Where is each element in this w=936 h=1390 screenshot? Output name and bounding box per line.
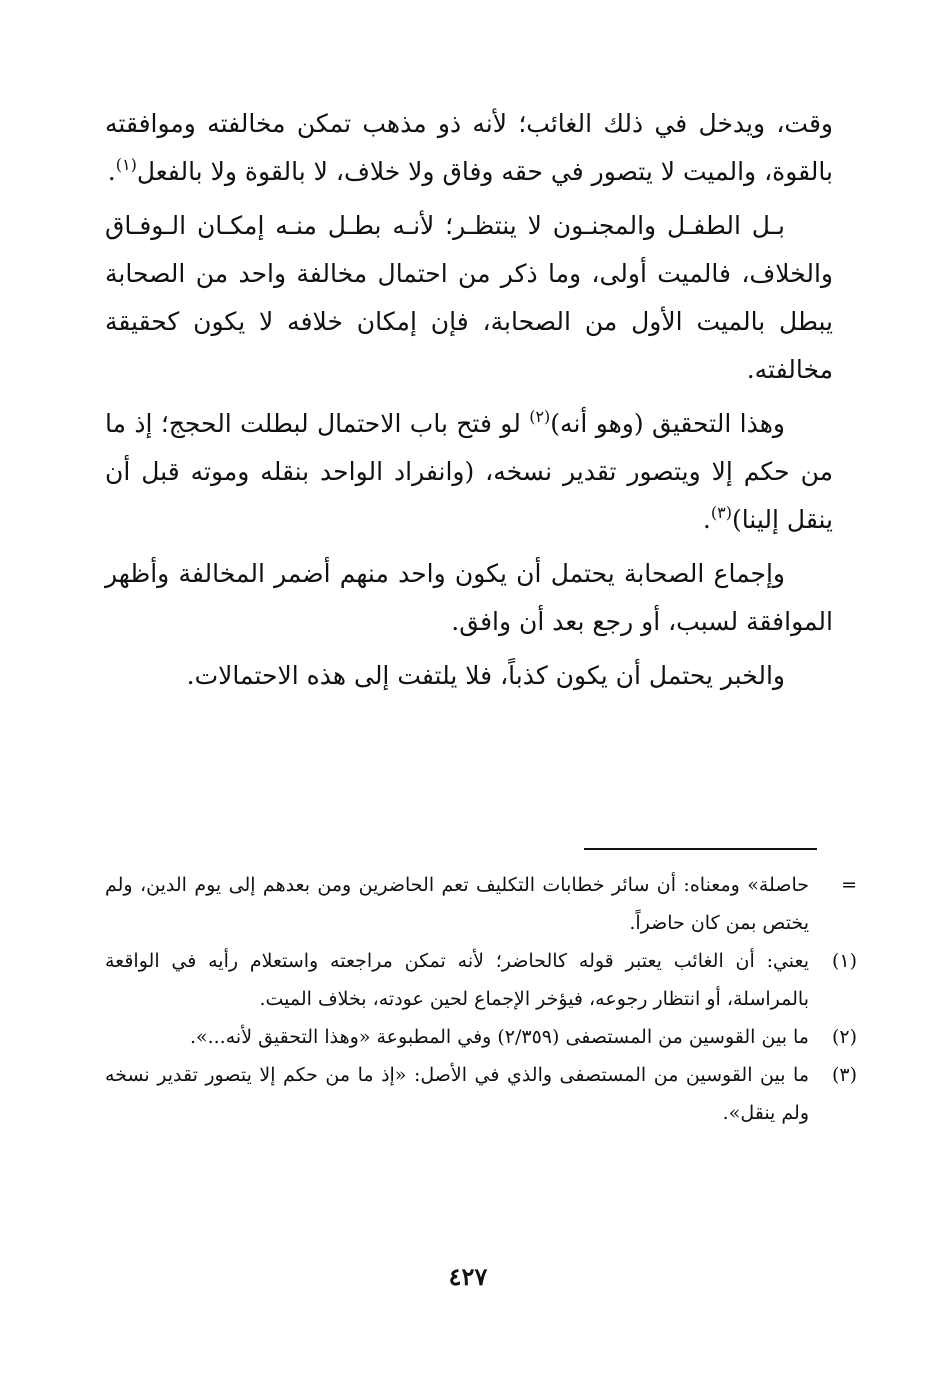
paragraph-4-text: وإجماع الصحابة يحتمل أن يكون واحد منهم أضمر المخالفة وأظهر الموافقة لسبب، أو رجع بعد أن وافق. bbox=[105, 559, 833, 636]
paragraph-1 bbox=[105, 100, 833, 196]
footnote-ref-2[interactable]: (٢) bbox=[529, 407, 551, 426]
main-text bbox=[105, 100, 833, 706]
paragraph-3-text: وهذا التحقيق (وهو أنه) bbox=[550, 409, 785, 438]
footnote-mark: (٣) bbox=[831, 1064, 857, 1086]
paragraph-2-text: بـل الطفـل والمجنـون لا ينتظـر؛ لأنـه بطـل منـه إمكـان الـوفـاق والخلاف، فالميت أولى، وما ذكر من احتمال مخالفة واحد من الصحابة يبطل بالميت الأول من الصحابة، فإن إمكان خلافه لا يكون كحقيقة مخالفته. bbox=[105, 211, 833, 384]
paragraph-5-text: والخبر يحتمل أن يكون كذباً، فلا يلتفت إلى هذه الاحتمالات. bbox=[186, 661, 785, 690]
footnote-text: حاصلة» ومعناه: أن سائر خطابات التكليف تعم الحاضرين ومن بعدهم إلى يوم الدين، ولم يختص بمن كان حاضراً. bbox=[105, 874, 809, 934]
footnote-text: ما بين القوسين من المستصفى والذي في الأصل: «إذ ما من حكم إلا يتصور تقدير نسخه ولم ينقل». bbox=[105, 1064, 809, 1124]
paragraph-3-middle: لو فتح باب الاحتمال لبطلت الحجج؛ إذ ما من حكم إلا ويتصور تقدير نسخه، (وانفراد الواحد بنقله وموته قبل أن ينقل إلينا) bbox=[105, 409, 833, 534]
paragraph-5 bbox=[105, 652, 833, 700]
footnote-ref-3[interactable]: (٣) bbox=[710, 503, 732, 522]
footnote-text: يعني: أن الغائب يعتبر قوله كالحاضر؛ لأنه تمكن مراجعته واستعلام رأيه في الواقعة بالمراسلة، أو انتظار رجوعه، فيؤخر الإجماع لحين عودته، بخلاف الميت. bbox=[105, 950, 809, 1010]
paragraph-1-tail: . bbox=[107, 157, 116, 186]
paragraph-3 bbox=[105, 400, 833, 544]
footnote-mark: (١) bbox=[831, 950, 857, 972]
footnote-1 bbox=[105, 942, 857, 1018]
footnote-mark: (٢) bbox=[831, 1026, 857, 1048]
paragraph-2 bbox=[105, 202, 833, 394]
paragraph-1-text: وقت، ويدخل في ذلك الغائب؛ لأنه ذو مذهب تمكن مخالفته وموافقته بالقوة، والميت لا يتصور في حقه وفاق ولا خلاف، لا بالقوة ولا بالفعل bbox=[105, 109, 833, 186]
paragraph-4 bbox=[105, 550, 833, 646]
paragraph-3-tail: . bbox=[702, 505, 711, 534]
page-number: ٤٢٧ bbox=[448, 1262, 488, 1291]
footnote-3 bbox=[105, 1056, 857, 1132]
footnote-mark: = bbox=[841, 874, 857, 896]
footnote-2 bbox=[105, 1018, 857, 1056]
footnote-text: ما بين القوسين من المستصفى (٢/٣٥٩) وفي المطبوعة «وهذا التحقيق لأنه...». bbox=[189, 1026, 809, 1048]
footnote-ref-1[interactable]: (١) bbox=[115, 155, 137, 174]
footnote-divider bbox=[584, 848, 817, 850]
footnote-continued bbox=[105, 866, 857, 942]
footnotes bbox=[105, 866, 857, 1132]
